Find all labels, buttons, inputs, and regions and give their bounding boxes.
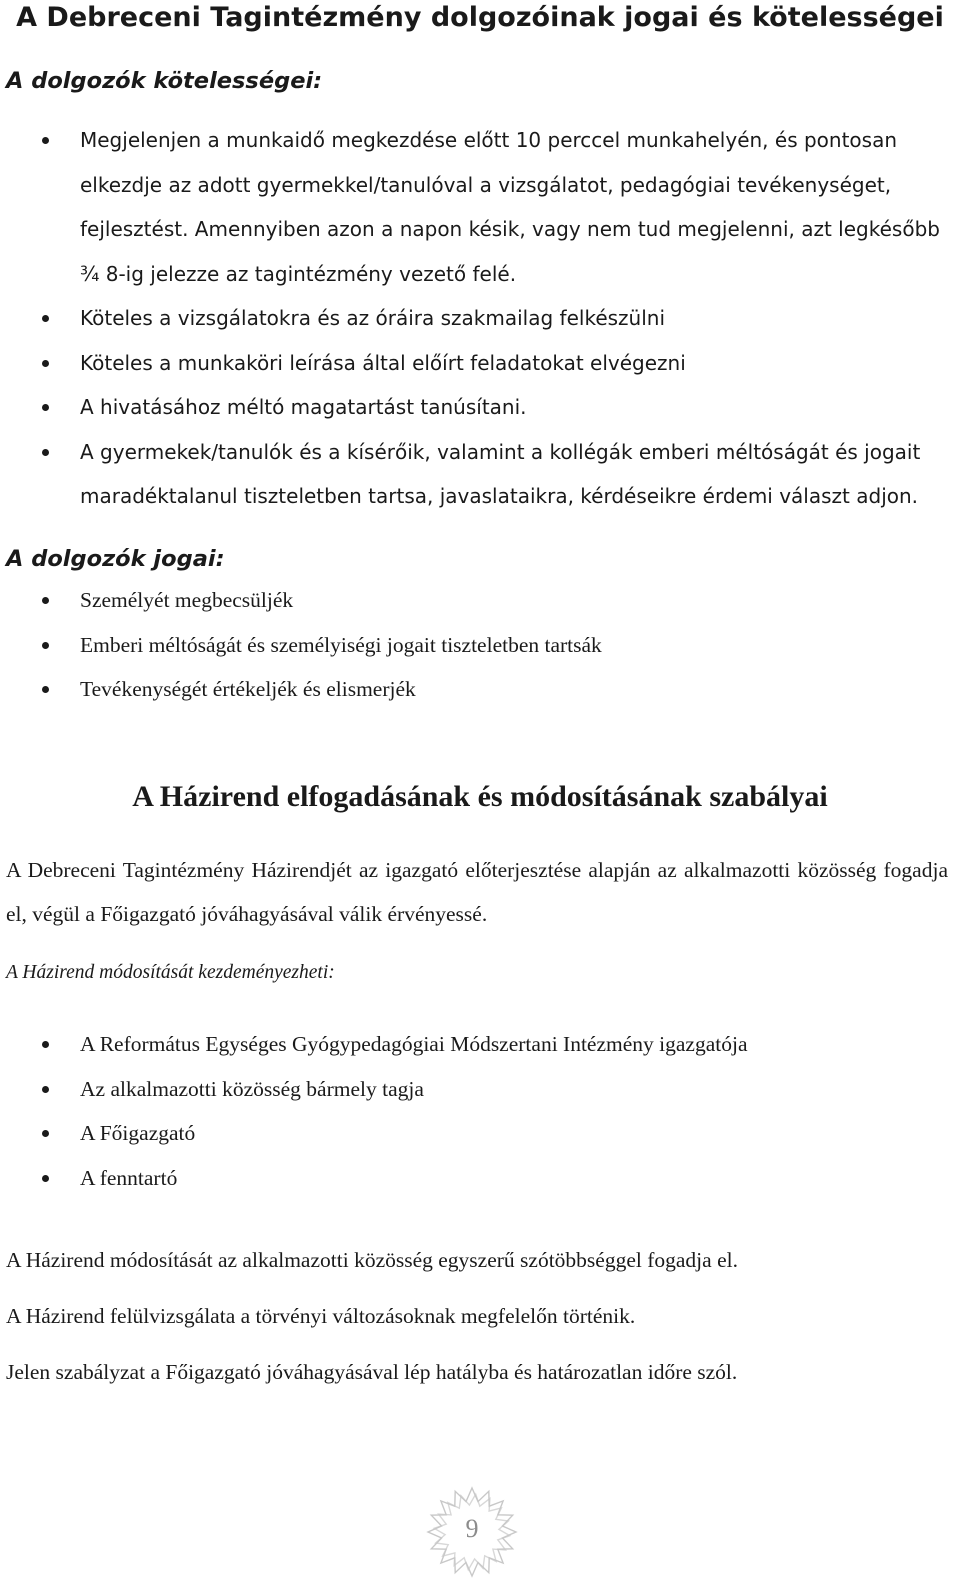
rules-paragraph: A Debreceni Tagintézmény Házirendjét az igazgató előterjesztése alapján az alkalmazotti közösség fogadja el, végül a Főigazgató jóváhagyásával válik érvényessé. [6, 858, 948, 926]
duties-heading: A dolgozók kötelességei: [6, 68, 323, 94]
list-item: Emberi méltóságát és személyiségi jogait tiszteletben tartsák [0, 623, 948, 668]
initiators-list [0, 1022, 948, 1201]
page-footer [424, 1486, 520, 1578]
list-item: Köteles a munkaköri leírása által előírt feladatokat elvégezni [0, 341, 948, 386]
closing-text: Jelen szabályzat a Főigazgató jóváhagyásával lép hatályba és határozatlan időre szól. [6, 1360, 738, 1384]
list-item: Megjelenjen a munkaidő megkezdése előtt 10 perccel munkahelyén, és pontosan elkezdje az adott gyermekkel/tanulóval a vizsgálatot, pedagógiai tevékenységet, fejlesztést. Amennyiben azon a napon késik, vagy nem tud megjelenni, azt legkésőbb ¾ 8-ig jelezze az tagintézmény vezető felé. [0, 118, 948, 296]
rights-heading: A dolgozók jogai: [6, 546, 225, 572]
closing-text: A Házirend módosítását az alkalmazotti közösség egyszerű szótöbbséggel fogadja el. [6, 1248, 738, 1272]
initiators-heading: A Házirend módosítását kezdeményezheti: [6, 962, 335, 983]
rules-heading: A Házirend elfogadásának és módosításának szabályai [132, 780, 828, 813]
list-item: A fenntartó [0, 1156, 948, 1201]
list-item: Az alkalmazotti közösség bármely tagja [0, 1067, 948, 1112]
rights-list [0, 578, 948, 712]
list-item: Köteles a vizsgálatokra és az óráira szakmailag felkészülni [0, 296, 948, 341]
list-item: A hivatásához méltó magatartást tanúsítani. [0, 385, 948, 430]
list-item: A gyermekek/tanulók és a kísérőik, valamint a kollégák emberi méltóságát és jogait maradéktalanul tiszteletben tartsa, javaslataikra, kérdéseikre érdemi választ adjon. [0, 430, 948, 519]
list-item: A Református Egységes Gyógypedagógiai Módszertani Intézmény igazgatója [0, 1022, 948, 1067]
document-title: A Debreceni Tagintézmény dolgozóinak jogai és kötelességei [16, 2, 944, 33]
list-item: Személyét megbecsüljék [0, 578, 948, 623]
list-item: Tevékenységét értékeljék és elismerjék [0, 667, 948, 712]
closing-text: A Házirend felülvizsgálata a törvényi változásoknak megfelelőn történik. [6, 1304, 636, 1328]
list-item: A Főigazgató [0, 1111, 948, 1156]
page-number: 9 [465, 1514, 479, 1543]
duties-list [0, 118, 948, 519]
